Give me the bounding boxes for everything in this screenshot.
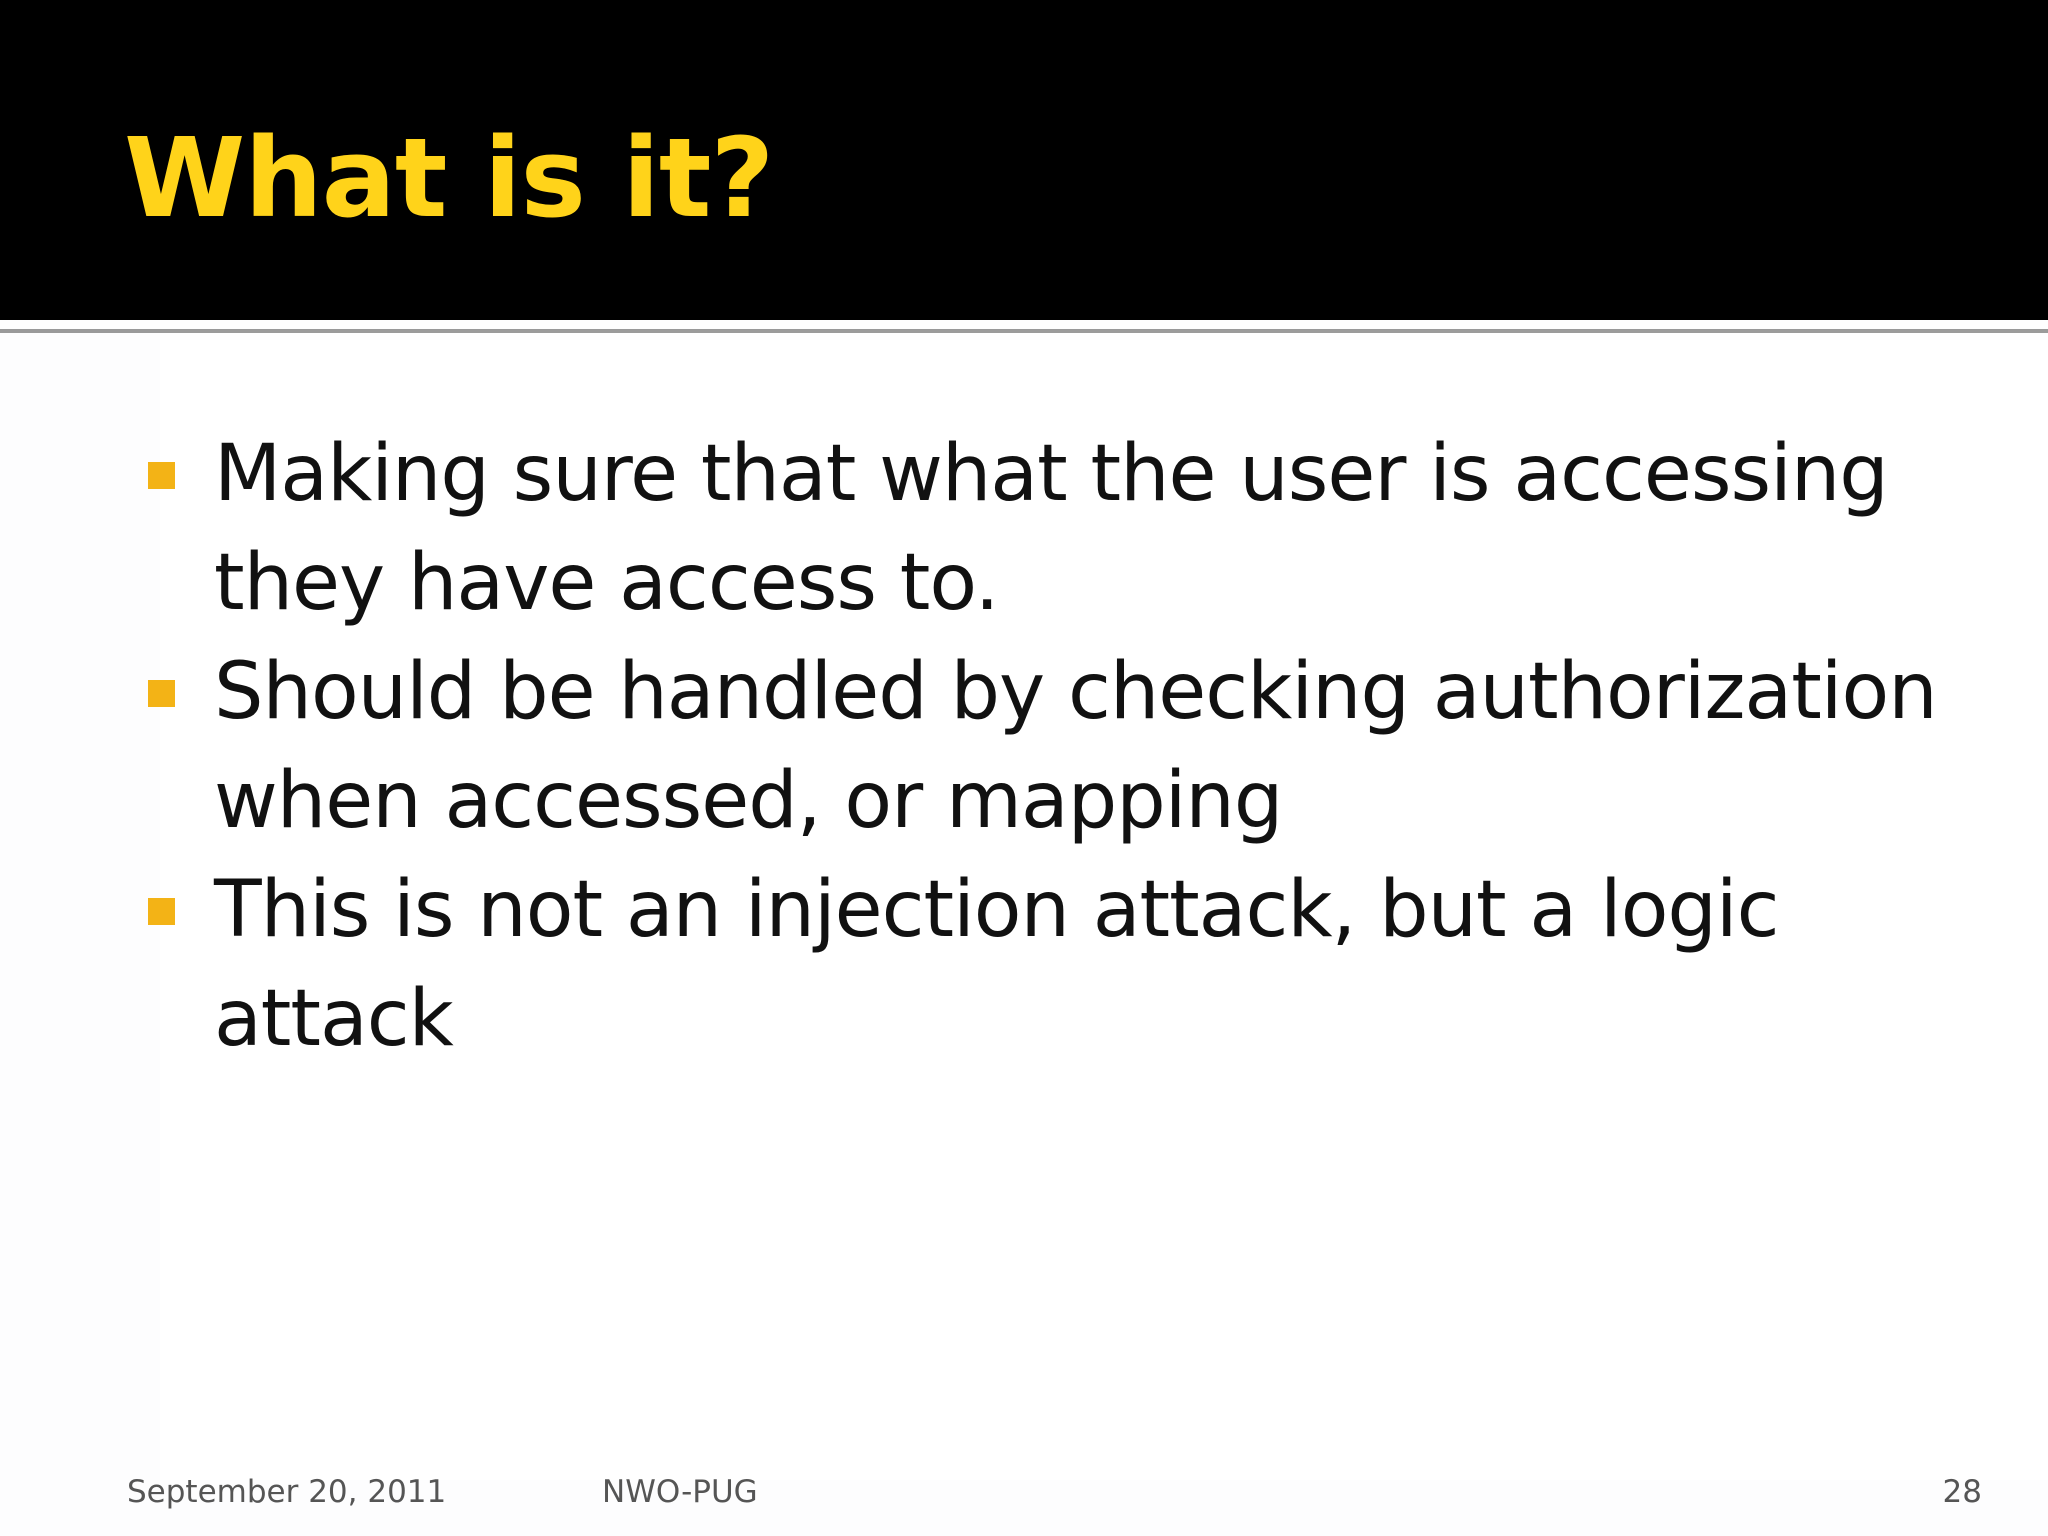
bullet-item-3	[0, 856, 2048, 1074]
bullet-text-1: Making sure that what the user is accessing they have access to.	[214, 429, 1888, 628]
title-separator-rule	[0, 329, 2048, 333]
title-separator-light	[0, 320, 2048, 329]
title-bar	[0, 0, 2048, 320]
slide-title: What is it?	[124, 114, 774, 242]
footer-event-name: NWO-PUG	[602, 1474, 758, 1510]
square-bullet-icon	[148, 680, 175, 707]
bullet-text-3: This is not an injection attack, but a logic attack	[214, 865, 1779, 1064]
square-bullet-icon	[148, 462, 175, 489]
bullet-item-1	[0, 420, 2048, 638]
bullet-item-2	[0, 638, 2048, 856]
footer-date: September 20, 2011	[127, 1474, 447, 1510]
slide-page-number: 28	[1942, 1474, 1982, 1510]
bullet-list	[0, 420, 2048, 1074]
square-bullet-icon	[148, 898, 175, 925]
bullet-text-2: Should be handled by checking authorization when accessed, or mapping	[214, 647, 1937, 846]
